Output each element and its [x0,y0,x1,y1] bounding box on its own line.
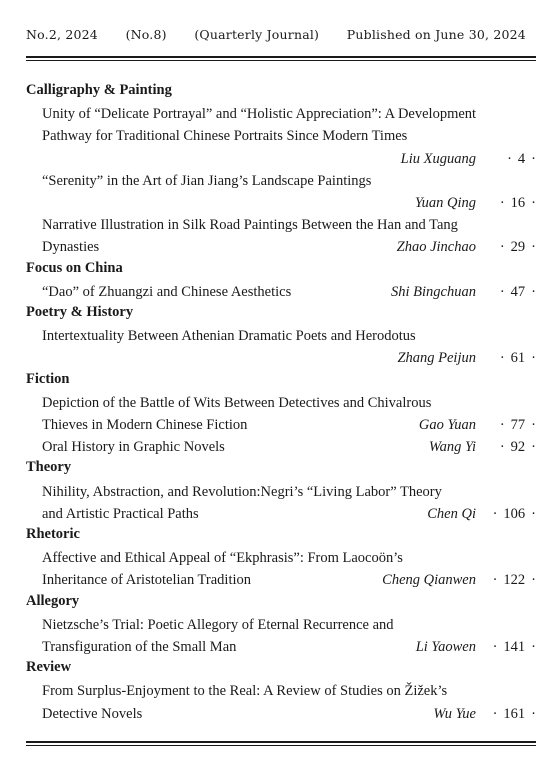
article-title-line[interactable]: Detective Novels [42,705,143,722]
article-title-line[interactable]: Narrative Illustration in Silk Road Paintings Between the Han and Tang [42,217,458,234]
dot-separator: · [499,283,505,300]
dot-separator: · [531,572,536,589]
page-number: 106 [503,505,526,522]
article-author: Chen Qi [427,505,476,522]
author-page-ref [416,637,536,657]
article-title-line[interactable]: From Surplus-Enjoyment to the Real: A Review of Studies on Žižek’s [42,683,448,700]
article-author: Cheng Qianwen [382,572,476,589]
article-title-line[interactable]: Transfiguration of the Small Man [42,639,237,655]
author-page-ref [427,504,536,524]
page-number: 4 [517,150,526,167]
page-number-ref [476,415,536,435]
section-heading: Poetry & History [26,304,134,320]
dot-separator: · [499,350,505,367]
article-author: Zhao Jinchao [396,239,476,256]
page-number: 77 [510,417,526,433]
page-number-ref [476,149,536,169]
dot-separator: · [531,239,536,256]
issue-label: No.2, 2024 [26,26,98,42]
page-number-ref [476,504,536,524]
article-title-line[interactable]: Thieves in Modern Chinese Fiction [42,417,248,433]
author-page-ref [397,237,536,257]
dot-separator: · [492,705,498,722]
article-title-line[interactable]: Affective and Ethical Appeal of “Ekphrasis”: From Laocoön’s [42,550,403,567]
article-title-line[interactable]: Depiction of the Battle of Wits Between Detectives and Chivalrous [42,394,432,411]
page-number-ref [476,282,536,302]
article-title-line[interactable]: Inheritance of Aristotelian Tradition [42,572,252,589]
issue-number: (No.8) [125,26,167,42]
dot-separator: · [531,417,536,433]
section-heading: Fiction [26,370,70,387]
article-author: Zhang Peijun [397,350,476,367]
page-number: 29 [510,239,526,256]
page-number-ref [476,570,536,590]
dot-separator: · [507,150,512,167]
page-number-ref [476,637,536,657]
dot-separator: · [531,150,536,167]
journal-header [26,24,526,44]
top-double-rule [26,56,536,61]
article-author: Liu Xuguang [400,150,476,167]
page-number: 16 [510,195,526,211]
dot-separator: · [531,639,536,655]
section-heading: Theory [26,459,72,476]
article-author: Gao Yuan [418,417,476,433]
page-number-ref [476,193,536,213]
article-title-line[interactable]: Dynasties [42,239,100,256]
journal-type: (Quarterly Journal) [194,26,320,42]
article-title-line[interactable]: “Dao” of Zhuangzi and Chinese Aesthetics [42,283,292,300]
dot-separator: · [531,705,536,722]
article-author: Wu Yue [433,705,476,722]
author-page-ref [391,282,536,302]
author-page-ref [382,570,536,590]
section-heading: Allegory [26,592,80,609]
author-page-ref [433,704,536,724]
dot-separator: · [492,639,498,655]
page-number: 122 [503,572,526,589]
article-author: Wang Yi [428,439,476,456]
page-number: 92 [510,439,526,456]
article-title-line[interactable]: Nihility, Abstraction, and Revolution:Negri’s “Living Labor” Theory [42,483,442,500]
dot-separator: · [492,572,498,589]
author-page-ref [415,193,536,213]
article-title-line[interactable]: Nietzsche’s Trial: Poetic Allegory of Eternal Recurrence and [42,616,394,633]
section-heading: Focus on China [26,259,123,276]
dot-separator: · [531,350,536,367]
page-number-ref [476,348,536,368]
article-author: Li Yaowen [415,639,476,655]
article-author: Yuan Qing [414,195,476,211]
section-heading: Calligraphy & Painting [26,82,172,98]
article-title-line[interactable]: Oral History in Graphic Novels [42,439,225,456]
dot-separator: · [499,239,505,256]
dot-separator: · [499,417,505,433]
section-heading: Rhetoric [26,526,80,542]
page-number: 141 [503,639,526,655]
dot-separator: · [531,439,536,456]
dot-separator: · [492,505,498,522]
dot-separator: · [499,195,505,211]
article-title-line[interactable]: Intertextuality Between Athenian Dramatic Poets and Herodotus [42,328,416,345]
article-title-line[interactable]: Unity of “Delicate Portrayal” and “Holistic Appreciation”: A Development [42,106,477,123]
dot-separator: · [531,505,536,522]
dot-separator: · [531,283,536,300]
author-page-ref [419,415,536,435]
page-number-ref [476,237,536,257]
publish-date: Published on June 30, 2024 [346,26,526,42]
bottom-double-rule [26,741,536,746]
section-heading: Review [26,659,72,676]
author-page-ref [401,149,536,169]
author-page-ref [429,437,536,457]
page-number: 61 [510,350,526,367]
article-title-line[interactable]: Pathway for Traditional Chinese Portraits Since Modern Times [42,128,408,145]
article-title-line[interactable]: “Serenity” in the Art of Jian Jiang’s Landscape Paintings [42,172,372,189]
article-author: Shi Bingchuan [391,283,476,300]
article-title-line[interactable]: and Artistic Practical Paths [42,505,199,522]
page-number: 161 [503,705,526,722]
page-number: 47 [510,283,526,300]
author-page-ref [397,348,536,368]
dot-separator: · [531,195,536,211]
dot-separator: · [499,439,505,456]
page-number-ref [476,437,536,457]
page-number-ref [476,704,536,724]
